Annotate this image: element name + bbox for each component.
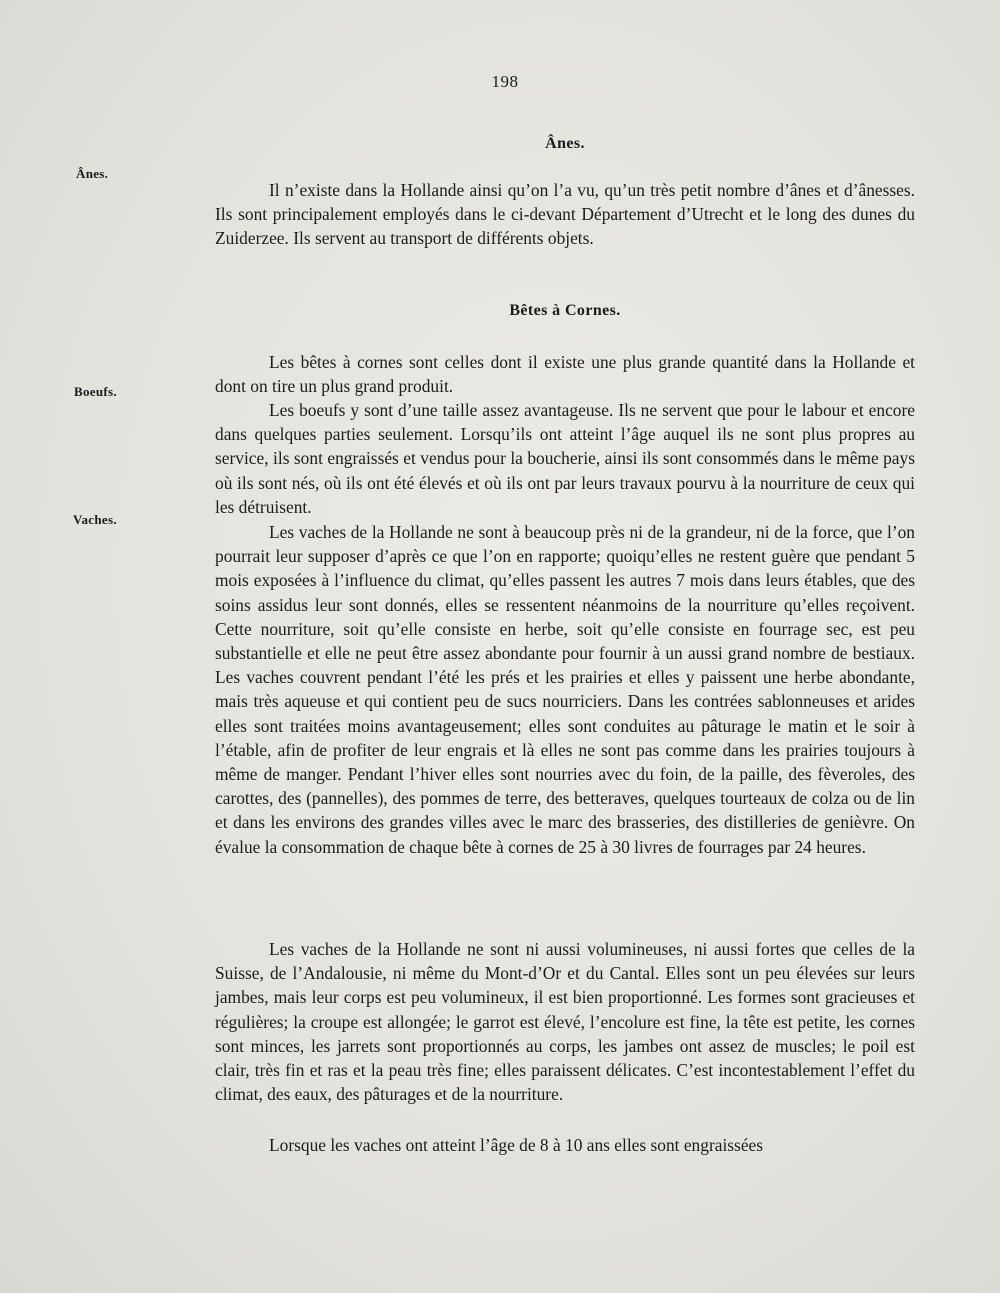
- margin-note-vaches: Vaches.: [73, 512, 117, 527]
- margin-note-anes: Ânes.: [76, 166, 109, 181]
- margin-note-boeufs: Boeufs.: [74, 384, 117, 399]
- section-heading-betes-a-cornes: Bêtes à Cornes.: [509, 302, 621, 319]
- paragraph-vaches-formes: Les vaches de la Hollande ne sont ni aussi volumineuses, ni aussi fortes que celles de la Suisse, de l’Andalousie, ni même du Mont-d’Or et du Cantal. Elles sont un peu élevées sur leurs jambes, mais leur corps est peu volumineux, il est bien proportionné. Les formes sont gracieuses et régulières; la croupe est allongée; le garrot est élevé, l’encolure est fine, la tête est petite, les cornes sont minces, les jarrets sont proportionnés au corps, les jambes ont assez de muscles; le poil est clair, très fin et ras et la peau très fine; elles paraissent délicates. C’est incontestablement l’effet du climat, des eaux, des pâturages et de la nourriture.: [215, 939, 915, 1105]
- paragraph-boeufs: Les boeufs y sont d’une taille assez avantageuse. Ils ne servent que pour le labour et encore dans quelques parties seulement. Lorsqu’ils ont atteint l’âge auquel ils ne sont plus propres au service, ils sont engraissés et vendus pour la boucherie, ainsi ils sont consommés dans le même pays où ils sont nés, où ils ont été élevés et où ils ont par leurs travaux pourvu à la nourriture de ceux qui les détruisent.: [215, 400, 915, 517]
- page-number: 198: [491, 72, 519, 91]
- section-heading-anes: Ânes.: [545, 135, 585, 152]
- paragraph-vaches-nourriture: Les vaches de la Hollande ne sont à beaucoup près ni de la grandeur, ni de la force, que l’on pourrait leur supposer d’après ce que l’on en rapporte; quoiqu’elles ne restent guère que pendant 5 mois exposées à l’influence du climat, qu’elles passent les autres 7 mois dans leurs étables, que des soins assidus leur sont donnés, elles se ressentent néanmoins de la nourriture qu’elles reçoivent. Cette nourriture, soit qu’elle consiste en herbe, soit qu’elle consiste en fourrage sec, est peu substantielle et elle ne peut être assez abondante pour fournir à un aussi grand nombre de bestiaux. Les vaches couvrent pendant l’été les prés et les prairies et elles y paissent une herbe abondante, mais très aqueuse et qui contient peu de sucs nourriciers. Dans les contrées sablonneuses et arides elles sont traitées moins avantageusement; elles sont conduites au pâturage le matin et le soir à l’étable, afin de profiter de leur engrais et là elles ne sont pas comme dans les prairies toujours à même de manger. Pendant l’hiver elles sont nourries avec du foin, de la paille, des fèveroles, des carottes, des (pannelles), des pommes de terre, des betteraves, quelques tourteaux de colza ou de lin et dans les environs des grandes villes avec le marc des brasseries, des distilleries de genièvre. On évalue la consommation de chaque bête à cornes de 25 à 30 livres de fourrages par 24 heures.: [215, 522, 915, 857]
- paragraph-anes: Il n’existe dans la Hollande ainsi qu’on l’a vu, qu’un très petit nombre d’ânes et d’ânesses. Ils sont principalement employés dans le ci-devant Département d’Utrecht et le long des dunes du Zuiderzee. Ils servent au transport de différents objets.: [215, 180, 915, 249]
- paragraph-vaches-engraissement: Lorsque les vaches ont atteint l’âge de 8 à 10 ans elles sont engraissées: [269, 1135, 764, 1155]
- paragraph-betes-intro: Les bêtes à cornes sont celles dont il existe une plus grande quantité dans la Hollande et dont on tire un plus grand produit.: [215, 352, 915, 397]
